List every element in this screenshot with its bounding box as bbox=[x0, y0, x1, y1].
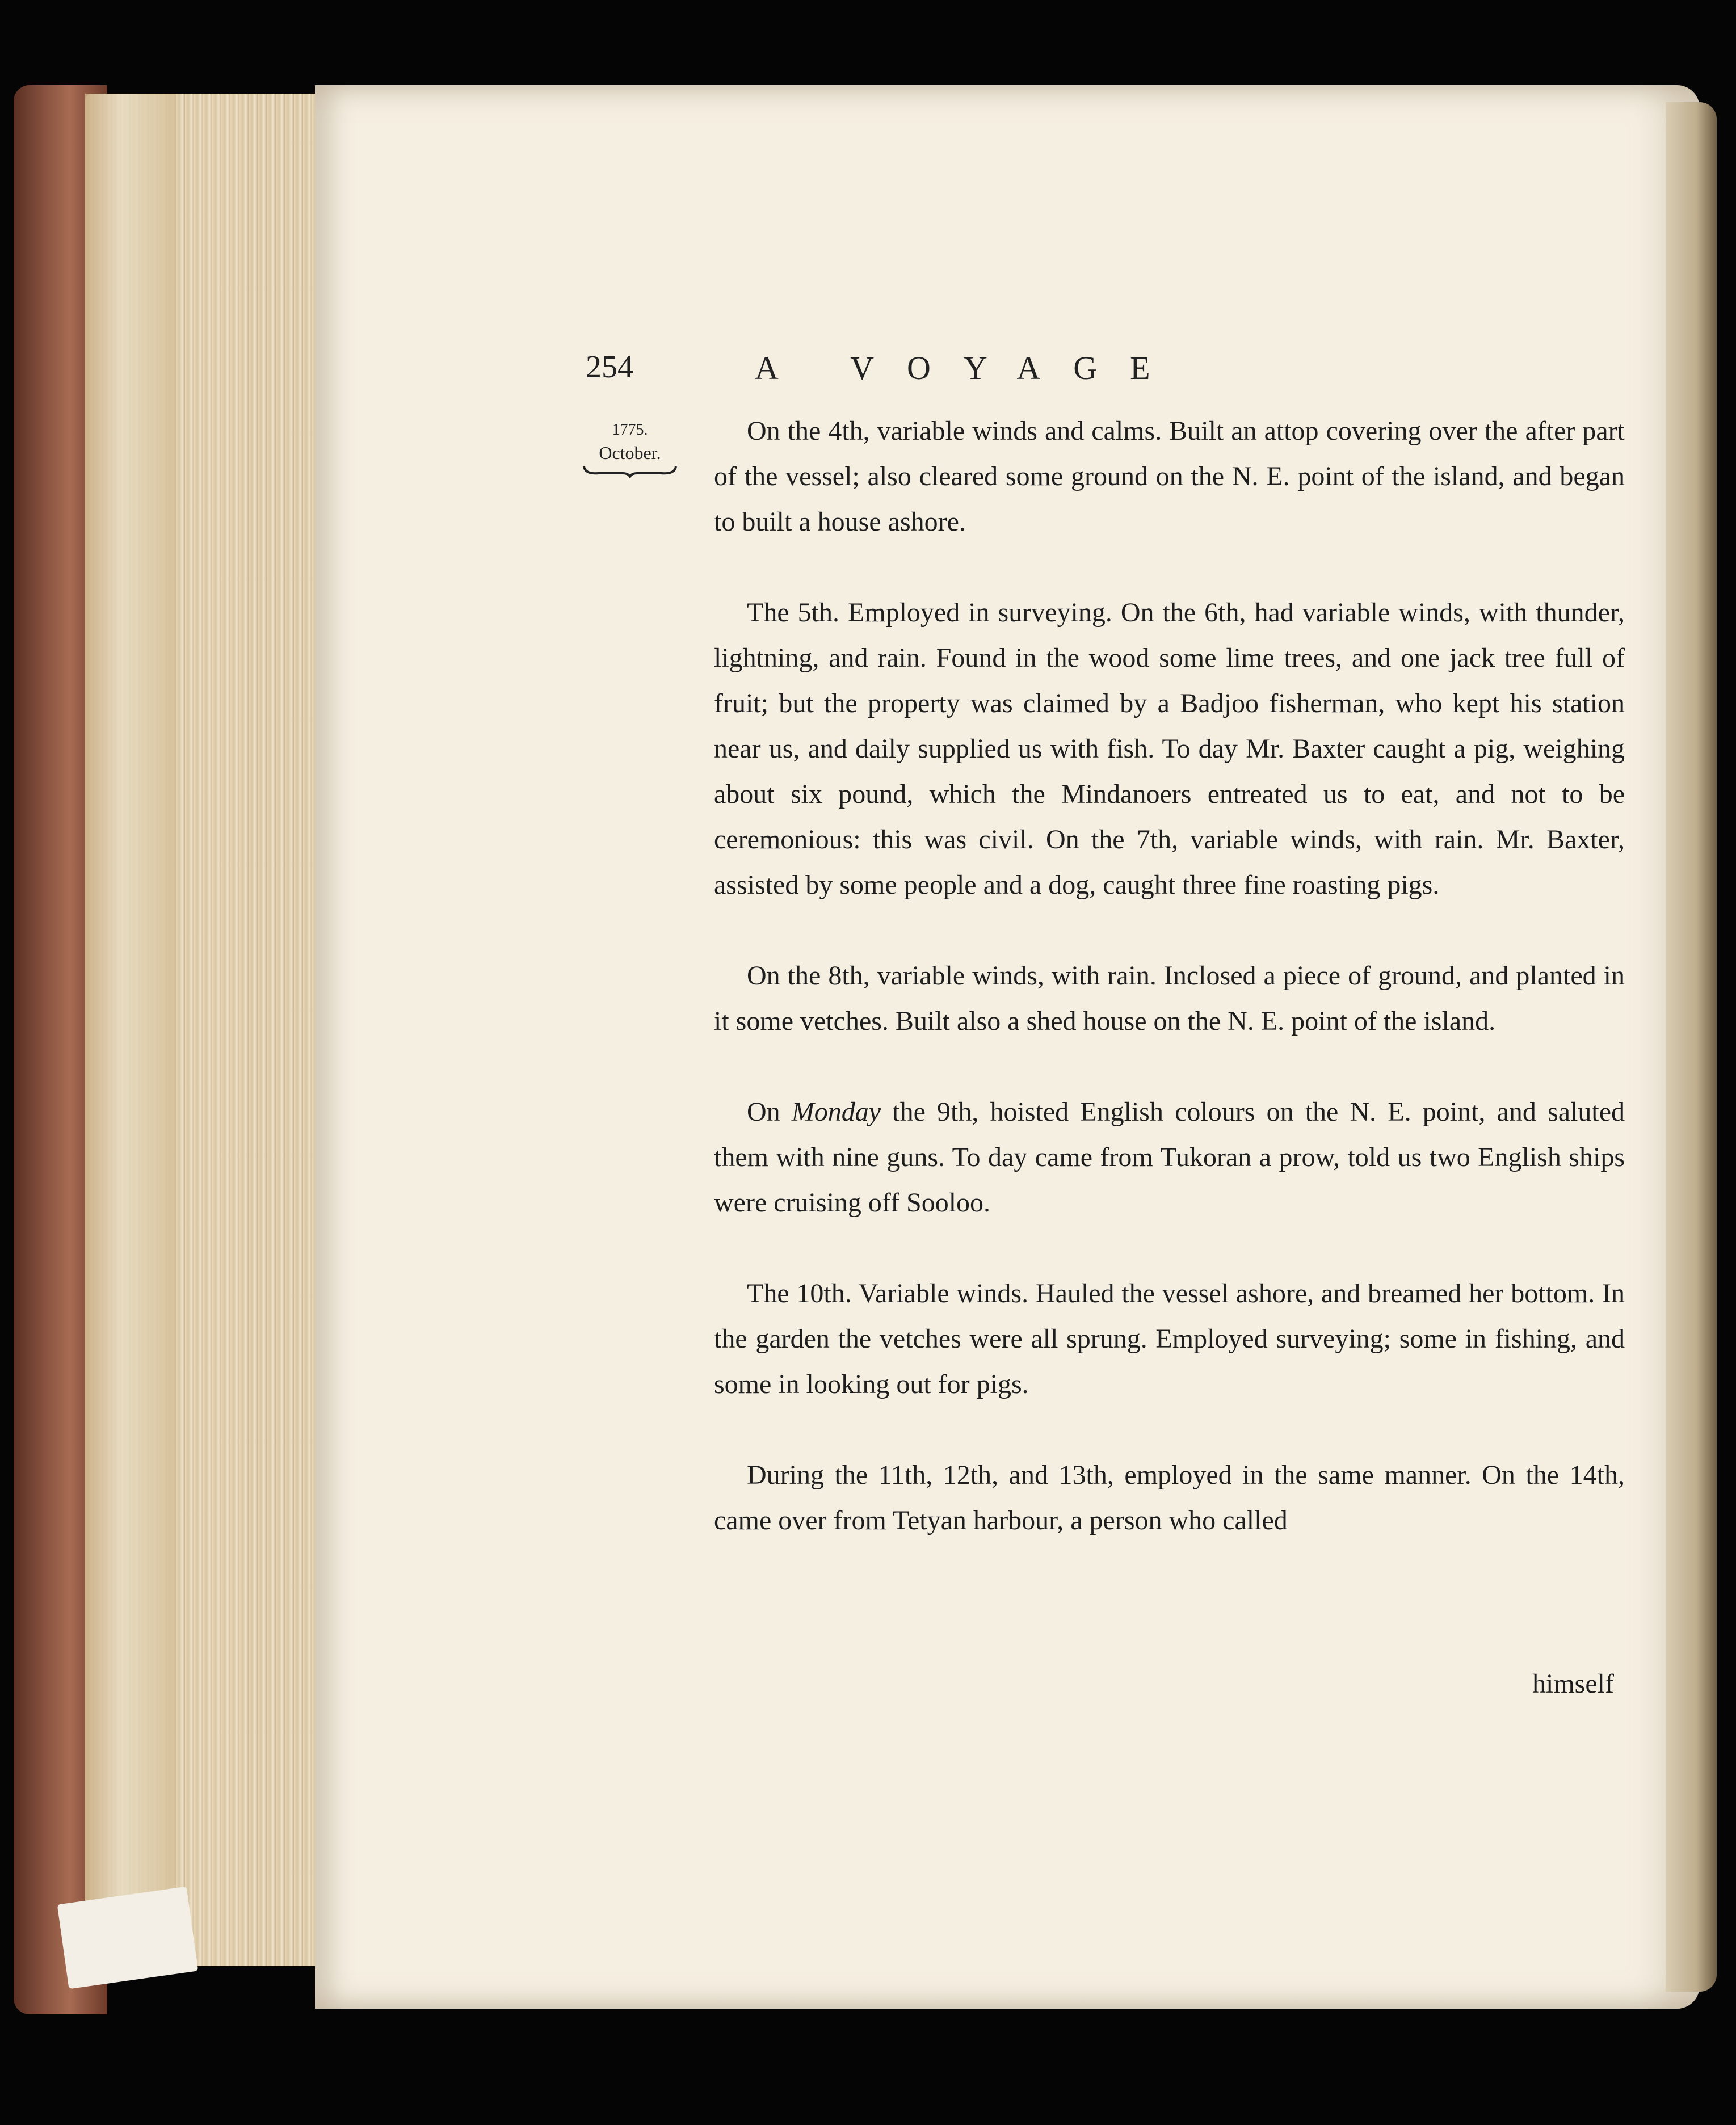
running-title: A VOYAGE bbox=[755, 350, 1183, 386]
page-number: 254 bbox=[586, 350, 633, 385]
paragraph bbox=[714, 1089, 1625, 1226]
paragraph-rest: the 9th, hoisted English colours on the N. E. point, and saluted them with nine guns. To day came from Tukoran a prow, told us two English ships were cruising off Sooloo. bbox=[714, 1097, 1625, 1218]
italic-day: Monday bbox=[791, 1097, 881, 1127]
margin-date-note bbox=[579, 419, 681, 478]
paragraph-lead: On bbox=[747, 1097, 792, 1127]
paragraph: The 10th. Variable winds. Hauled the vessel ashore, and breamed her bottom. In the garden the vetches were all sprung. Employed surveying; some in fishing, and some in looking out for pigs. bbox=[714, 1278, 1625, 1399]
body-text bbox=[714, 409, 1625, 1589]
paragraph: During the 11th, 12th, and 13th, employed in the same manner. On the 14th, came over from Tetyan harbour, a person who called bbox=[714, 1460, 1625, 1535]
paragraph: On the 8th, variable winds, with rain. Inclosed a piece of ground, and planted in it some vetches. Built also a shed house on the N. E. point of the island. bbox=[714, 961, 1625, 1036]
running-head bbox=[0, 349, 1736, 394]
margin-year: 1775. bbox=[612, 421, 648, 439]
paper-scrap bbox=[57, 1887, 199, 1989]
brace-icon bbox=[582, 465, 678, 478]
paragraph: On the 4th, variable winds and calms. Built an attop covering over the after part of the vessel; also cleared some ground on the N. E. point of the island, and began to built a house ashore. bbox=[714, 416, 1625, 537]
paragraph: The 5th. Employed in surveying. On the 6th, had variable winds, with thunder, lightning, and rain. Found in the wood some lime trees, and one jack tree full of fruit; but the property was claimed by a Badjoo fisherman, who kept his station near us, and daily supplied us with fish. To day Mr. Baxter caught a pig, weighing about six pound, which the Mindanoers entreated us to eat, and not to be ceremonious: this was civil. On the 7th, variable winds, with rain. Mr. Baxter, assisted by some people and a dog, caught three fine roasting pigs. bbox=[714, 597, 1625, 900]
margin-month: October. bbox=[599, 443, 661, 463]
catchword: himself bbox=[1532, 1669, 1614, 1699]
